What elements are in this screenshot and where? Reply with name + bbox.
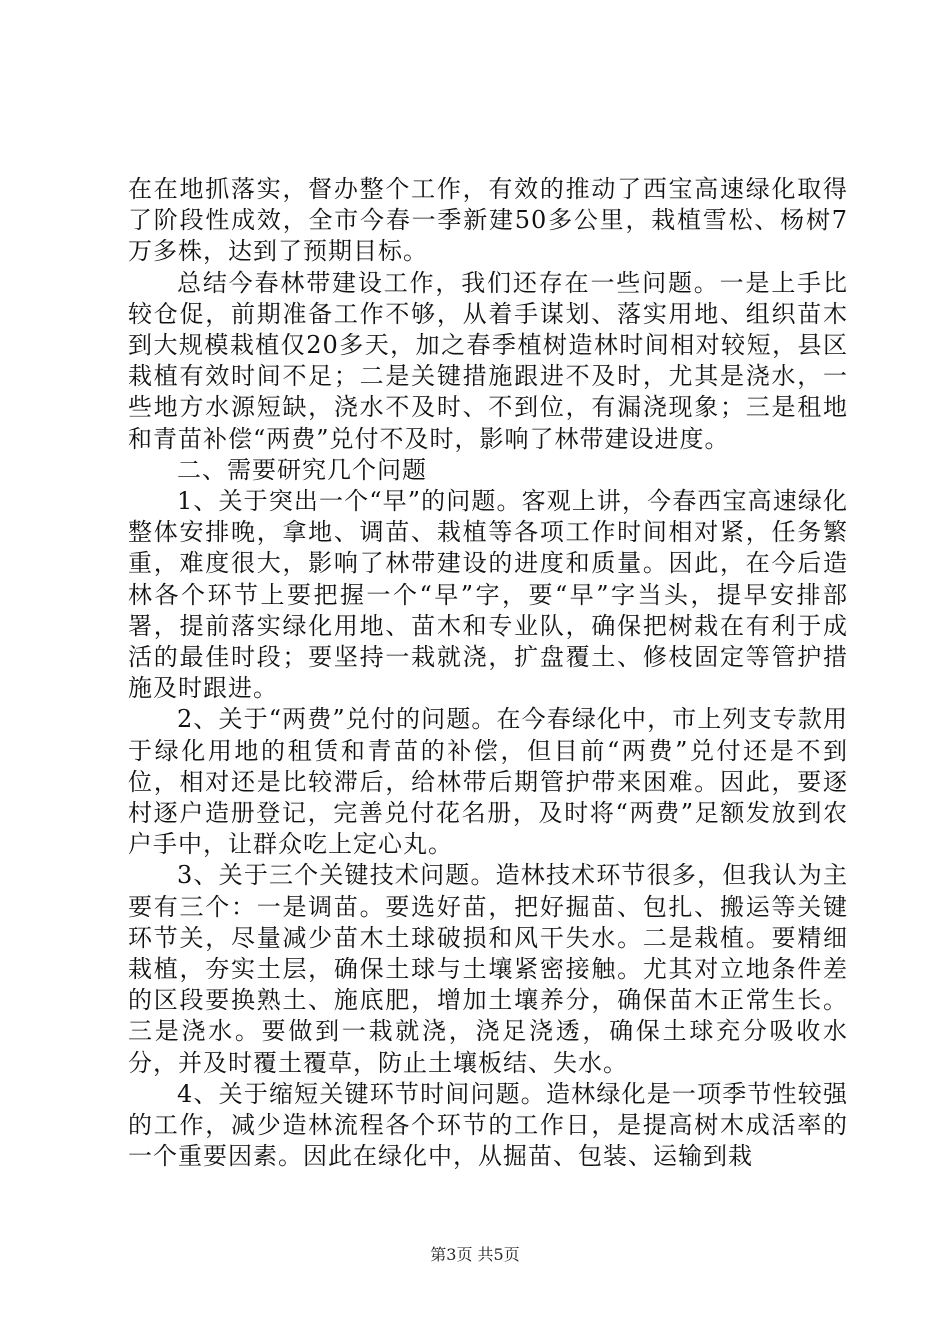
paragraph: 3、关于三个关键技术问题。造林技术环节很多，但我认为主要有三个：一是调苗。要选好苗，把好掘苗、包扎、搬运等关键环节关，尽量减少苗木土球破损和风干失水。二是栽植。要精细栽植，夯实土层，确保土球与土壤紧密接触。尤其对立地条件差的区段要换熟土、施底肥，增加土壤养分，确保苗木正常生长。三是浇水。要做到一栽就浇，浇足浇透，确保土球充分吸收水分，并及时覆土覆草，防止土壤板结、失水。 bbox=[128, 861, 848, 1077]
paragraph: 1、关于突出一个“早”的问题。客观上讲，今春西宝高速绿化整体安排晚，拿地、调苗、栽植等各项工作时间相对紧，任务繁重，难度很大，影响了林带建设的进度和质量。因此，在今后造林各个环节上要把握一个“早”字，要“早”字当头，提早安排部署，提前落实绿化用地、苗木和专业队，确保把树栽在有利于成活的最佳时段；要坚持一栽就浇，扩盘覆土、修枝固定等管护措施及时跟进。 bbox=[128, 487, 848, 703]
document-body bbox=[128, 174, 848, 1173]
paragraph: 在在地抓落实，督办整个工作，有效的推动了西宝高速绿化取得了阶段性成效，全市今春一季新建50多公里，栽植雪松、杨树7万多株，达到了预期目标。 bbox=[128, 175, 848, 266]
paragraph: 2、关于“两费”兑付的问题。在今春绿化中，市上列支专款用于绿化用地的租赁和青苗的补偿，但目前“两费”兑付还是不到位，相对还是比较滞后，给林带后期管护带来困难。因此，要逐村逐户造册登记，完善兑付花名册，及时将“两费”足额发放到农户手中，让群众吃上定心丸。 bbox=[128, 705, 848, 859]
paragraph: 总结今春林带建设工作，我们还存在一些问题。一是上手比较仓促，前期准备工作不够，从着手谋划、落实用地、组织苗木到大规模栽植仅20多天，加之春季植树造林时间相对较短，县区栽植有效时间不足；二是关键措施跟进不及时，尤其是浇水，一些地方水源短缺，浇水不及时、不到位，有漏浇现象；三是租地和青苗补偿“两费”兑付不及时，影响了林带建设进度。 bbox=[128, 268, 848, 453]
page-footer: 第3页 共5页 bbox=[430, 1245, 520, 1264]
section-heading: 二、需要研究几个问题 bbox=[177, 455, 427, 484]
paragraph: 4、关于缩短关键环节时间问题。造林绿化是一项季节性较强的工作，减少造林流程各个环节的工作日，是提高树木成活率的一个重要因素。因此在绿化中，从掘苗、包装、运输到栽 bbox=[128, 1079, 848, 1171]
